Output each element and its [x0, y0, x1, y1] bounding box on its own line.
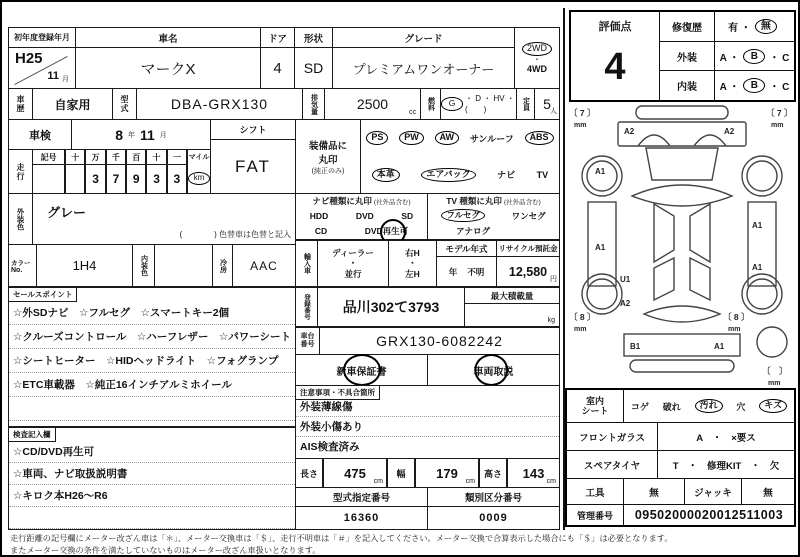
fuel-label: 燃料 [427, 97, 435, 111]
color-no-value: 1H4 [36, 244, 133, 287]
tread-mark-spare: 〔 〕 [762, 366, 788, 376]
shape-value: SD [303, 60, 324, 76]
recycle-unit: 円 [550, 276, 557, 283]
check-entry-line: ☆車両、ナビ取扱説明書 [9, 463, 295, 485]
management-number: 09502000020012511003 [634, 508, 784, 522]
repair-history-row [660, 12, 794, 42]
mileage-label-cell [8, 149, 33, 194]
chassis-label-2: 番号 [300, 341, 315, 348]
tread-mark-tl: 〔 7 〕 [569, 108, 596, 118]
model-code-label-cell [112, 88, 137, 120]
import-sep1: ・ [348, 258, 358, 269]
import-handle-cell [388, 240, 437, 287]
mileage-header: 十 [66, 150, 84, 165]
panel-label-rear-left: A2 [620, 299, 631, 308]
jack-value: 無 [763, 487, 773, 499]
tread-mark-tr: 〔 7 〕 [766, 108, 793, 118]
damage-diagram [568, 102, 796, 388]
interior-color-label: 内装色 [140, 255, 148, 276]
navi-header: ナビ種類に丸印 [312, 196, 372, 206]
interior-seat-label-1: 室内 [585, 395, 604, 406]
manual-text: 車両取説 [473, 366, 514, 378]
interior-color-label-cell [132, 244, 155, 287]
mileage-digit: 9 [132, 172, 140, 186]
displacement-cell [324, 88, 421, 120]
model-year-b: 不明 [467, 266, 485, 277]
import-dealer: ディーラー [332, 248, 374, 259]
import-parallel: 並行 [344, 268, 362, 279]
equipment-label-2: 丸印 [318, 154, 338, 166]
equip-navi: ナビ [497, 170, 516, 181]
month-unit: 月 [62, 76, 69, 83]
panel-label-wheel-fl: A1 [595, 167, 606, 176]
tv-oneseg: ワンセグ [511, 210, 546, 221]
exterior-grade-b-circled: B [743, 49, 765, 64]
first-registration-cell [8, 27, 76, 89]
payload-cell [464, 287, 560, 327]
mileage-col [85, 149, 105, 194]
ac-value: AAC [232, 244, 296, 287]
mileage-header: 十 [147, 150, 165, 165]
car-topview-diagram [568, 102, 796, 388]
grade-label: グレード [333, 28, 514, 48]
mileage-symbol-value [33, 165, 64, 193]
jack-label: ジャッキ [685, 479, 742, 504]
mileage-header: 千 [107, 150, 125, 165]
sales-point-line-empty [9, 397, 295, 421]
first-registration-label: 初年度登録年月 [9, 28, 75, 48]
warranty-text: 新車保証書 [336, 366, 387, 378]
plate-label-cell [295, 287, 318, 327]
sales-point-line: ☆外SDナビ ☆フルセグ ☆スマートキー2個 [9, 301, 295, 325]
exterior-color-value: グレー [47, 205, 87, 220]
door-value: 4 [273, 59, 282, 77]
mm-unit: mm [574, 326, 587, 333]
displacement-unit: cc [409, 109, 416, 116]
mileage-unit-col [187, 149, 211, 194]
model-code-value: DBA-GRX130 [136, 88, 303, 120]
history-value: 自家用 [32, 88, 113, 120]
type-designation-header: 型式指定番号 [296, 488, 427, 507]
grade-value: プレミアムワンオーナー [352, 61, 495, 77]
panel-label-rear-a1: A1 [714, 342, 725, 351]
condition-table [565, 388, 796, 527]
height-label: 高さ [479, 458, 507, 488]
shift-value: FAT [235, 156, 271, 176]
car-name-cell [75, 27, 261, 89]
shaken-year-unit: 年 [127, 131, 135, 139]
equip-aw-circled: AW [435, 131, 460, 145]
fuel-other-options: ・ D ・ HV ・ ( ) [465, 94, 515, 114]
handle-right: 右H [405, 248, 420, 259]
equip-ps-circled: PS [366, 131, 388, 145]
length-cell [323, 458, 387, 488]
mm-unit: mm [574, 122, 587, 129]
warranty-cell [295, 354, 428, 386]
interior-seat-row [567, 390, 794, 423]
class-number-cell [427, 487, 560, 530]
spare-tire-row [567, 451, 794, 479]
height-cell [507, 458, 560, 488]
tools-value: 無 [624, 479, 685, 504]
equip-sunroof: サンルーフ [469, 133, 514, 144]
navi-header-note: (社外品含む) [373, 198, 411, 206]
recycle-value: 12,580 [508, 264, 548, 279]
score-label: 評価点 [598, 21, 632, 33]
panel-label-side-left: A1 [595, 243, 606, 252]
recycle-cell [496, 240, 560, 287]
check-entry-line: ☆キロク本H26～R6 [9, 485, 295, 507]
drivetrain-4wd: 4WD [527, 64, 547, 75]
navi-sd: SD [401, 210, 414, 221]
windshield-label: フロントガラス [567, 423, 658, 450]
seat-hole: 穴 [736, 401, 746, 412]
km-circled: km [188, 172, 210, 185]
spare-tire-value: T ・ 修理KIT ・ 欠 [672, 460, 780, 472]
height-value: 143 [522, 465, 545, 481]
mileage-col [167, 149, 187, 194]
registration-year: H25 [15, 50, 43, 67]
capacity-value: 5 [543, 96, 551, 112]
model-year-cell [436, 240, 497, 287]
panel-label-side-right-lower: A1 [752, 263, 763, 272]
equip-airbag-circled: エアバック [421, 168, 475, 182]
equip-tv: TV [536, 169, 549, 180]
equipment-note: (純正のみ) [311, 167, 345, 175]
shape-cell [294, 27, 333, 89]
mileage-digit: 3 [153, 172, 160, 186]
rating-rows [660, 12, 794, 100]
width-value: 179 [436, 465, 458, 481]
mileage-col [65, 149, 85, 194]
ac-label-cell [212, 244, 233, 287]
panel-label-front-left: A2 [624, 127, 635, 136]
note-line: AIS検査済み [300, 441, 360, 453]
note-line: 外装薄線傷 [296, 397, 559, 417]
mileage-col-symbol [32, 149, 65, 194]
tread-mark-bl: 〔 8 〕 [569, 312, 596, 322]
length-value: 475 [344, 465, 366, 481]
navi-hdd: HDD [309, 210, 329, 221]
mileage-header: 万 [86, 150, 104, 165]
width-unit: cm [465, 478, 475, 485]
class-number-header: 類別区分番号 [428, 488, 559, 507]
tools-label: 工具 [567, 479, 624, 504]
drivetrain-cell [514, 27, 560, 89]
sales-points-tab: セールスポイント [8, 287, 77, 302]
score-value: 4 [604, 45, 626, 88]
capacity-label: 定員 [522, 97, 530, 111]
score-cell [571, 12, 660, 100]
seat-tear: 破れ [662, 401, 681, 412]
navi-dvd: DVD [355, 210, 374, 221]
capacity-cell [534, 88, 560, 120]
interior-seat-items [624, 390, 794, 422]
shift-cell [210, 119, 296, 194]
import-sep2: ・ [408, 258, 417, 269]
payload-header: 最大積載量 [465, 288, 559, 304]
mileage-col [126, 149, 146, 194]
capacity-unit: 人 [550, 108, 557, 115]
notes-box [295, 385, 560, 459]
mileage-col [106, 149, 126, 194]
shaken-month: 11 [139, 126, 155, 143]
door-cell [260, 27, 295, 89]
mileage-digit: 7 [112, 172, 120, 186]
car-name-value: マークX [140, 60, 196, 78]
mileage-header: 一 [168, 150, 186, 165]
mm-unit: mm [728, 326, 741, 333]
navi-row-2 [296, 224, 427, 240]
exterior-grade-post: ・ C [769, 52, 790, 64]
model-year-header: モデル年式 [437, 241, 496, 257]
navi-dvd-playable [365, 225, 408, 237]
mileage-digit [66, 165, 84, 193]
mm-unit: mm [768, 380, 781, 387]
history-label-cell [8, 88, 33, 120]
color-no-label-1: カラー [11, 259, 31, 267]
tv-fullseg-circled: フルセグ [441, 209, 485, 222]
fuel-options-cell [440, 88, 517, 120]
navi-cd: CD [314, 226, 328, 237]
sales-point-line: ☆ETC車載器 ☆純正16インチアルミホイール [9, 373, 295, 397]
tv-header-note: (社外品含む) [503, 198, 541, 206]
panel-label-b1: B1 [630, 342, 641, 351]
import-label: 輸入車 [303, 253, 311, 274]
shape-label: 形状 [295, 28, 332, 48]
recycle-header: リサイクル預託金 [497, 241, 559, 257]
tv-row-1 [428, 208, 559, 224]
sales-point-line: ☆クルーズコントロール ☆ハーフレザー ☆パワーシート [9, 325, 295, 349]
mileage-header-symbol: 記号 [33, 150, 64, 165]
notes-tab: 注意事項・不具合箇所 [295, 385, 380, 400]
rating-box [569, 10, 796, 102]
interior-grade-label: 内装 [660, 71, 715, 100]
length-unit: cm [373, 478, 383, 485]
equipment-label-1: 装備品に [308, 140, 347, 152]
exterior-color-label: 外装色 [16, 207, 25, 231]
tv-analog: アナログ [456, 226, 491, 237]
seat-dirt-circled: 汚れ [695, 399, 723, 413]
tread-mark-br: 〔 8 〕 [723, 312, 750, 322]
management-row [567, 505, 794, 525]
navi-dvd-playable-text: DVD再生可 [364, 226, 409, 237]
class-number-value: 0009 [479, 512, 508, 524]
navi-type-box [295, 193, 428, 240]
capacity-label-cell [516, 88, 535, 120]
equipment-box [295, 119, 560, 194]
displacement-value: 2500 [356, 96, 389, 112]
mileage-table [32, 149, 211, 194]
exterior-color-cell [32, 193, 296, 245]
equip-leather-circled: 本革 [372, 168, 400, 182]
check-entry-tab: 検査記入欄 [8, 427, 56, 442]
shaken-month-unit: 月 [159, 131, 167, 139]
tv-header: TV 種類に丸印 [446, 196, 502, 206]
type-designation-cell [295, 487, 428, 530]
management-label: 管理番号 [567, 505, 624, 525]
history-label: 車歴 [16, 95, 25, 113]
fuel-label-cell [420, 88, 441, 120]
seat-scratch-circled: キズ [759, 399, 787, 413]
panel-label-u1: U1 [620, 275, 631, 284]
footer-note-2: またメーター交換の条件を満たしていないものはメーター改ざん車扱いとなります。 [10, 546, 321, 555]
windshield-row [567, 423, 794, 451]
plate-label: 登録番号 [303, 294, 310, 320]
tv-type-box [427, 193, 560, 240]
equipment-items [361, 120, 559, 193]
width-cell [415, 458, 479, 488]
type-designation-value: 16360 [343, 512, 380, 524]
interior-grade-b-circled: B [743, 78, 765, 93]
check-entry-line-empty [9, 507, 295, 529]
length-label: 長さ [295, 458, 323, 488]
chassis-label-1: 車台 [300, 333, 315, 341]
chassis-label-cell [295, 327, 320, 355]
door-label: ドア [261, 28, 294, 48]
mileage-digit: 3 [92, 172, 99, 186]
equipment-label-cell [296, 120, 361, 193]
interior-grade-post: ・ C [769, 82, 790, 94]
interior-grade-pre: A ・ [719, 82, 740, 94]
fuel-gasoline-circled: G [441, 97, 463, 110]
check-entry-box [8, 427, 296, 530]
exterior-grade-pre: A ・ [719, 52, 740, 64]
handle-left: 左H [405, 268, 420, 279]
note-line: 外装小傷あり [296, 417, 559, 437]
seat-burn: コゲ [630, 401, 649, 412]
repair-none-circled: 無 [755, 19, 777, 34]
footer-note-1: 走行距離の記号欄にメーター改ざん車は「＊」、メーター交換車は「＄」、走行不明車は「＃」を記入してください。メーター交換で合算表示した場合にも「＄」は必要となります。 [10, 534, 673, 543]
shift-label: シフト [211, 120, 295, 140]
model-year-a: 年 [448, 266, 458, 277]
color-no-label-2: No. [11, 266, 23, 274]
exterior-color-label-cell [8, 193, 33, 245]
interior-grade-row [660, 71, 794, 100]
mileage-label: 走行 [16, 162, 25, 181]
interior-seat-label-2: シート [581, 406, 609, 416]
color-change-note: ( ) 色替車は色替と記入 [179, 230, 291, 239]
drivetrain-separator: ・ [533, 54, 541, 64]
displacement-label: 排気量 [310, 93, 318, 115]
windshield-value: A ・ ×要ス [696, 432, 756, 444]
height-unit: cm [546, 478, 556, 485]
interior-seat-label-cell [567, 390, 624, 422]
model-code-label: 型式 [120, 95, 129, 113]
mile-label: マイル [188, 154, 210, 161]
equip-abs-circled: ABS [525, 131, 554, 145]
drivetrain-2wd-circled: 2WD [522, 42, 552, 56]
ac-label: 冷房 [219, 258, 227, 273]
car-name-label: 車名 [76, 28, 260, 48]
color-no-label-cell [8, 244, 37, 287]
navi-row-1 [296, 208, 427, 224]
plate-value: 品川302て3793 [317, 287, 465, 327]
mileage-digit: 3 [173, 172, 181, 186]
shaken-label: 車検 [8, 119, 72, 150]
interior-color-value [154, 244, 213, 287]
import-dealer-cell [317, 240, 389, 287]
exterior-grade-row [660, 42, 794, 72]
check-entry-line: ☆CD/DVD再生可 [9, 441, 295, 463]
repair-history-label: 修復歴 [660, 12, 715, 41]
sales-points-box [8, 287, 296, 427]
equipment-row-2 [361, 157, 559, 194]
import-label-cell [295, 240, 318, 287]
shaken-year: 8 [115, 126, 123, 143]
panel-label-front-right: A2 [724, 127, 735, 136]
spare-tire-label: スペアタイヤ [567, 451, 658, 478]
repair-option-pre: 有 ・ [728, 22, 751, 34]
panel-label-side-right-upper: A1 [752, 221, 763, 230]
exterior-grade-label: 外装 [660, 42, 715, 71]
tools-row [567, 479, 794, 505]
displacement-label-cell [302, 88, 325, 120]
sales-point-line: ☆シートヒーター ☆HIDヘッドライト ☆フォグランプ [9, 349, 295, 373]
equip-pw-circled: PW [399, 131, 424, 145]
grade-cell [332, 27, 515, 89]
chassis-value: GRX130-6082242 [319, 327, 560, 355]
mm-unit: mm [771, 122, 784, 129]
dimensions-row [295, 458, 560, 488]
mileage-col [146, 149, 166, 194]
payload-unit: kg [547, 317, 555, 324]
mileage-header: 百 [127, 150, 145, 165]
registration-month: 11 [47, 70, 59, 82]
equipment-row-1 [361, 120, 559, 157]
manual-cell [427, 354, 560, 386]
shaken-value-cell [71, 119, 211, 150]
width-label: 幅 [387, 458, 415, 488]
